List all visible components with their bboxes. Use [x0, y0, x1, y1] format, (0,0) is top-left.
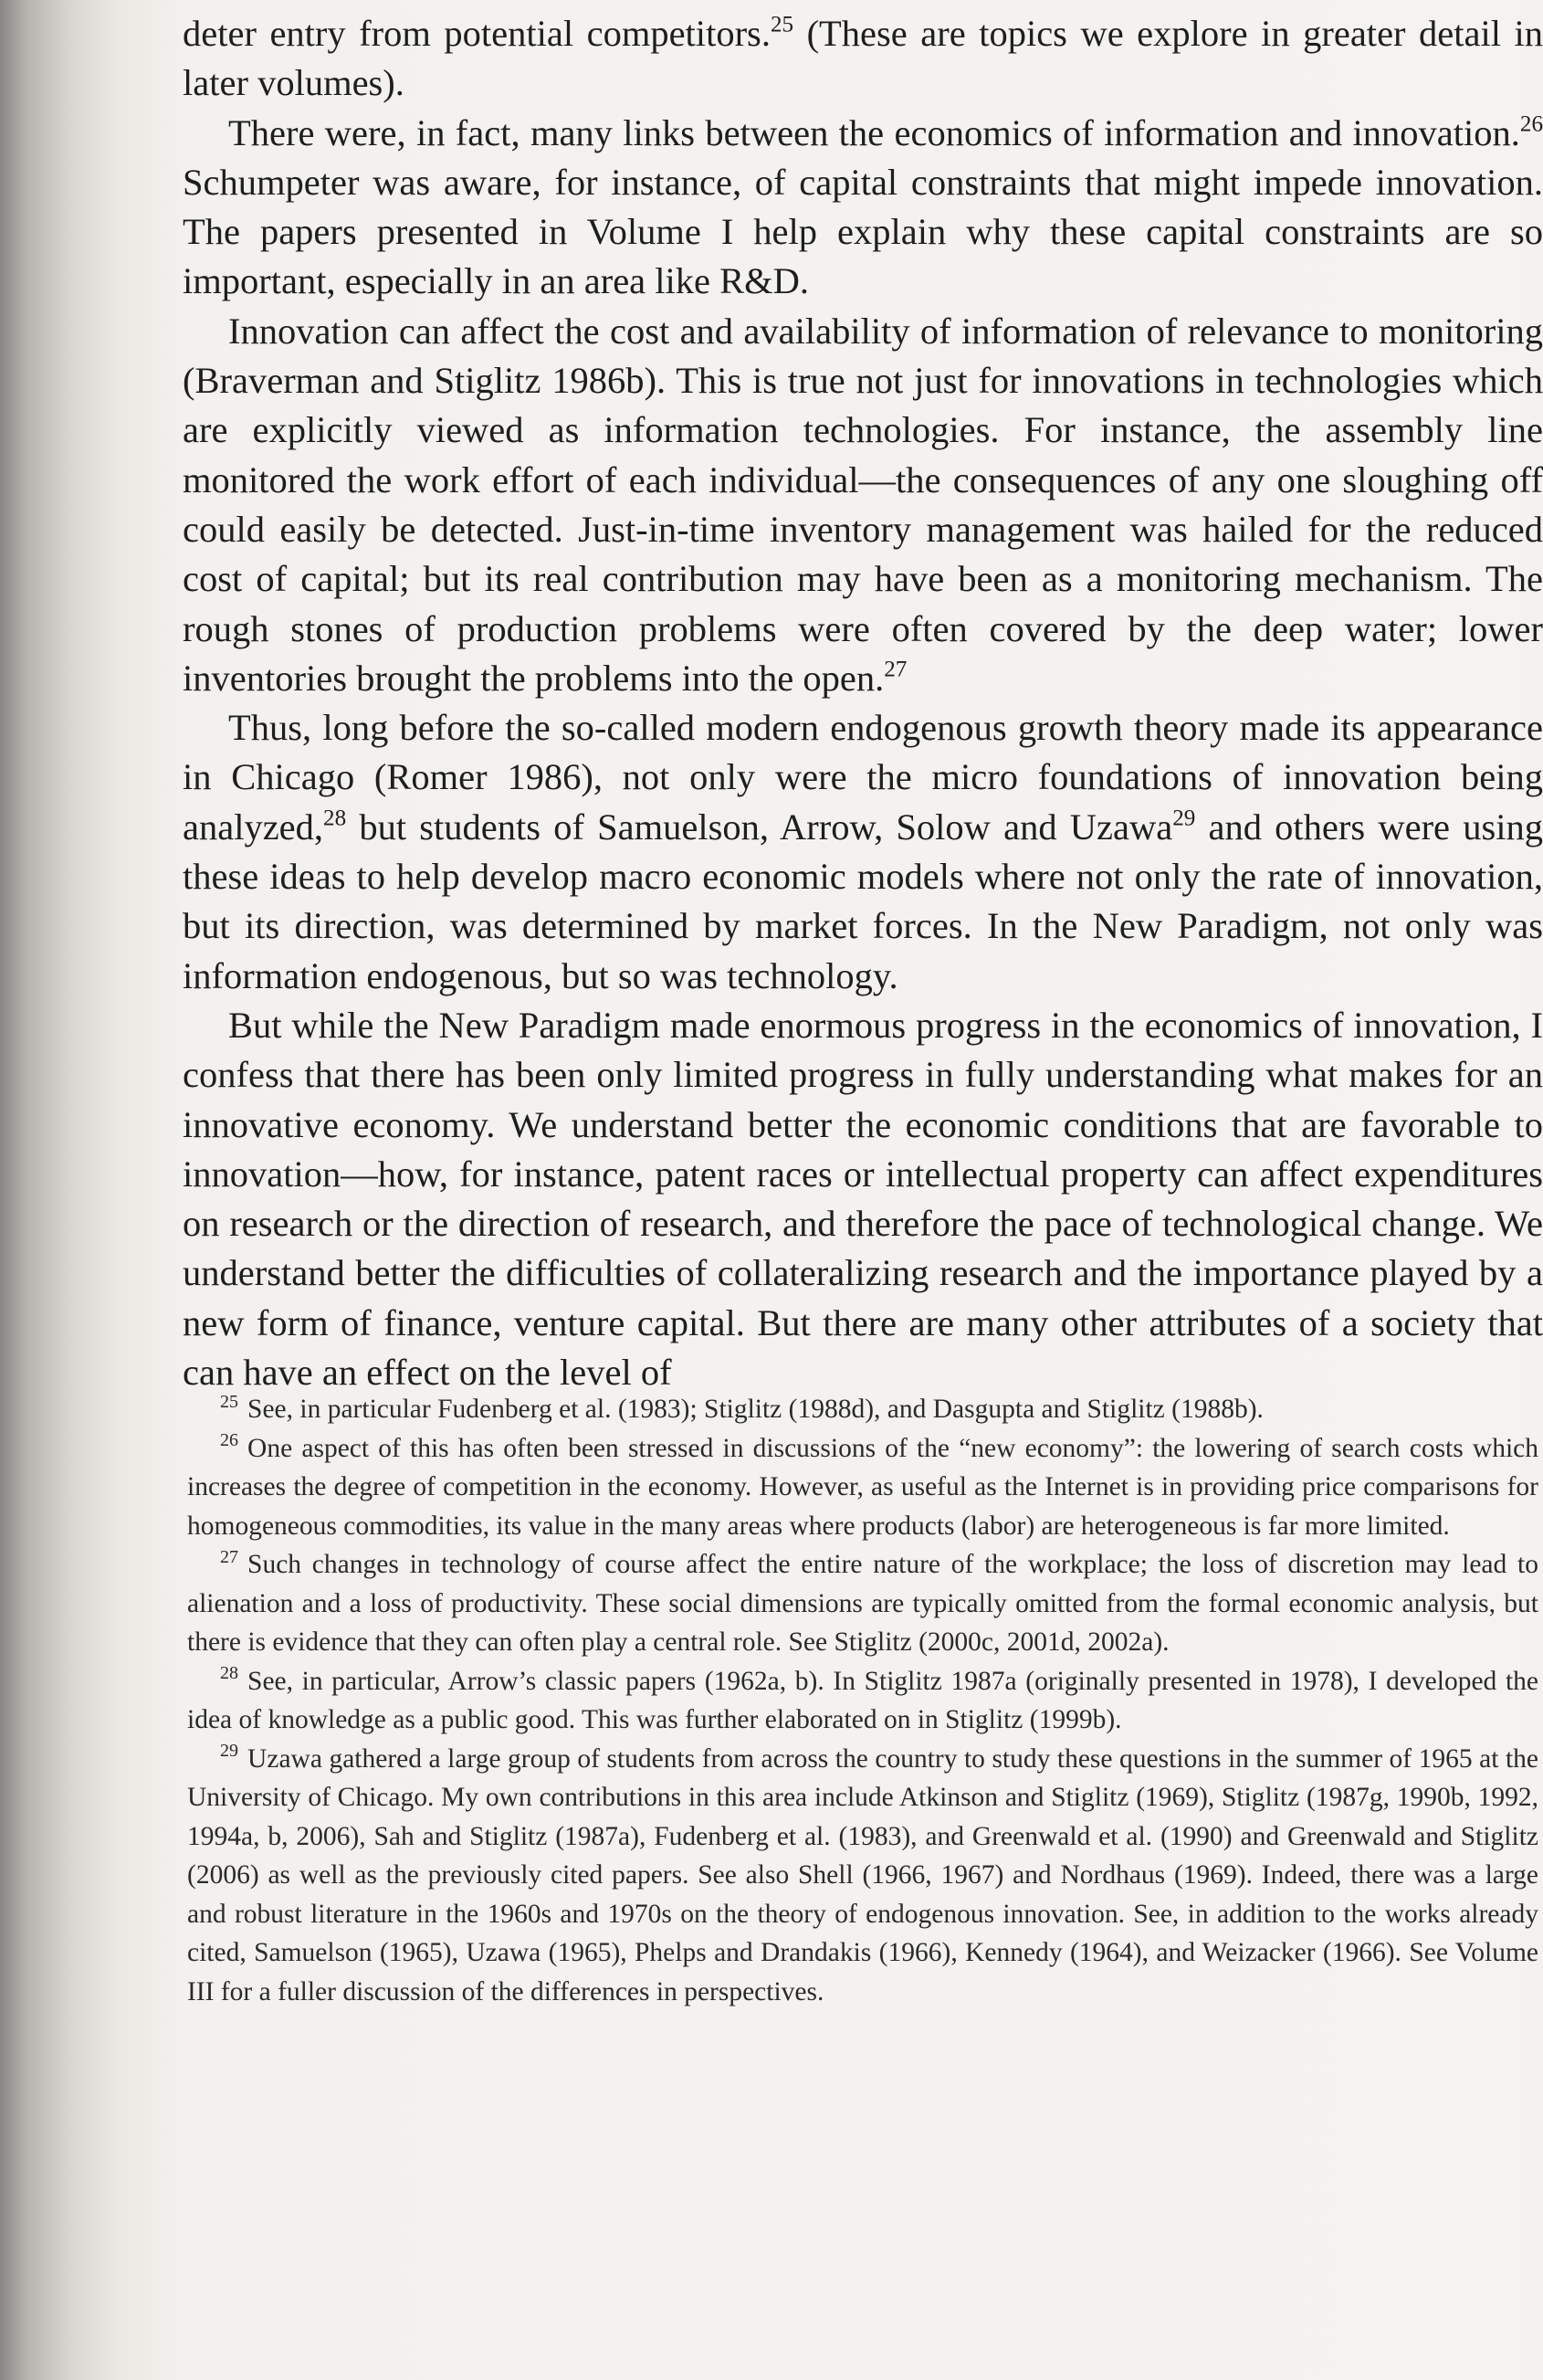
text-run: There were, in fact, many links between the economics of information and innovation.	[228, 111, 1520, 153]
footnote-text: See, in particular, Arrow’s classic papers (1962a, b). In Stiglitz 1987a (originally presented in 1978), I developed the idea of knowledge as a public good. This was further elaborated on in Stiglitz (1999b).	[187, 1666, 1538, 1734]
text-run: but students of Samuelson, Arrow, Solow and Uzawa	[346, 806, 1173, 848]
paragraph-2	[183, 109, 1543, 307]
footnote-28	[187, 1662, 1538, 1740]
footnote-text: Uzawa gathered a large group of students from across the country to study these questions in the summer of 1965 at the University of Chicago. My own contributions in this area include Atkinson and Stiglitz (1969), Stiglitz (1987g, 1990b, 1992, 1994a, b, 2006), Sah and Stiglitz (1987a), Fudenberg et al. (1983), and Greenwald et al. (1990) and Greenwald and Stiglitz (2006) as well as the previously cited papers. See also Shell (1966, 1967) and Nordhaus (1969). Indeed, there was a large and robust literature in the 1960s and 1970s on the theory of endogenous innovation. See, in addition to the works already cited, Samuelson (1965), Uzawa (1965), Phelps and Drandakis (1966), Kennedy (1964), and Weizacker (1966). See Volume III for a fuller discussion of the differences in perspectives.	[187, 1743, 1538, 2006]
text-run: Thus, long before the so-called modern endogenous growth theory made its appearance in Chicago (Romer 1986), not only were the micro foundations of innovation being analyzed,	[183, 707, 1543, 848]
footnote-ref-29: 29	[1172, 806, 1196, 831]
paragraph-1	[183, 9, 1543, 109]
footnote-ref-27: 27	[884, 657, 908, 682]
body-text	[183, 9, 1543, 1397]
footnote-27	[187, 1545, 1538, 1662]
footnote-text: See, in particular Fudenberg et al. (1983); Stiglitz (1988d), and Dasgupta and Stiglitz (1988b).	[247, 1395, 1264, 1424]
footnote-25	[187, 1390, 1538, 1429]
footnote-text: Such changes in technology of course affect the entire nature of the workplace; the loss of discretion may lead to alienation and a loss of productivity. These social dimensions are typically omitted from the formal economic analysis, but there is evidence that they can often play a central role. See Stiglitz (2000c, 2001d, 2002a).	[187, 1550, 1538, 1657]
footnote-number: 29	[220, 1741, 239, 1762]
text-run: and others were using these ideas to help develop macro economic models where not only the rate of innovation, but its direction, was determined by market forces. In the New Paradigm, not only was information endogenous, but so was technology.	[183, 806, 1543, 996]
footnote-26	[187, 1429, 1538, 1546]
paragraph-5	[183, 1001, 1543, 1397]
paragraph-3	[183, 307, 1543, 703]
footnotes	[187, 1390, 1538, 2011]
footnote-number: 26	[220, 1430, 239, 1451]
footnote-ref-26: 26	[1519, 111, 1543, 137]
footnote-number: 28	[220, 1663, 239, 1684]
footnote-ref-25: 25	[770, 12, 794, 37]
text-run: But while the New Paradigm made enormous progress in the economics of innovation, I confess that there has been only limited progress in fully understanding what makes for an innovative economy. We understand better the economic conditions that are favorable to innovation—how, for instance, patent races or intellectual property can affect expenditures on research or the direction of research, and therefore the pace of technological change. We understand better the difficulties of collateralizing research and the importance played by a new form of finance, venture capital. But there are many other attributes of a society that can have an effect on the level of	[183, 1004, 1543, 1394]
text-run: deter entry from potential competitors.	[183, 13, 771, 54]
text-run: (These are topics we explore in greater detail in later volumes).	[183, 13, 1543, 104]
text-run: Innovation can affect the cost and availability of information of relevance to monitoring (Braverman and Stiglitz 1986b). This is true not just for innovations in technologies which are explicitly viewed as information technologies. For instance, the assembly line monitored the work effort of each individual—the consequences of any one sloughing off could easily be detected. Just-in-time inventory management was hailed for the reduced cost of capital; but its real contribution may have been as a monitoring mechanism. The rough stones of production problems were often covered by the deep water; lower inventories brought the problems into the open.	[183, 310, 1543, 699]
paragraph-4	[183, 703, 1543, 1001]
footnote-29	[187, 1740, 1538, 2012]
text-run: Schumpeter was aware, for instance, of capital constraints that might impede innovation. The papers presented in Volume I help explain why these capital constraints are so important, especially in an area like R&D.	[183, 161, 1543, 302]
footnote-number: 25	[220, 1391, 239, 1412]
footnote-text: One aspect of this has often been stressed in discussions of the “new economy”: the lowering of search costs which increases the degree of competition in the economy. However, as useful as the Internet is in providing price comparisons for homogeneous commodities, its value in the many areas where products (labor) are heterogeneous is far more limited.	[187, 1433, 1538, 1541]
footnote-ref-28: 28	[323, 806, 347, 831]
footnote-number: 27	[220, 1546, 239, 1567]
